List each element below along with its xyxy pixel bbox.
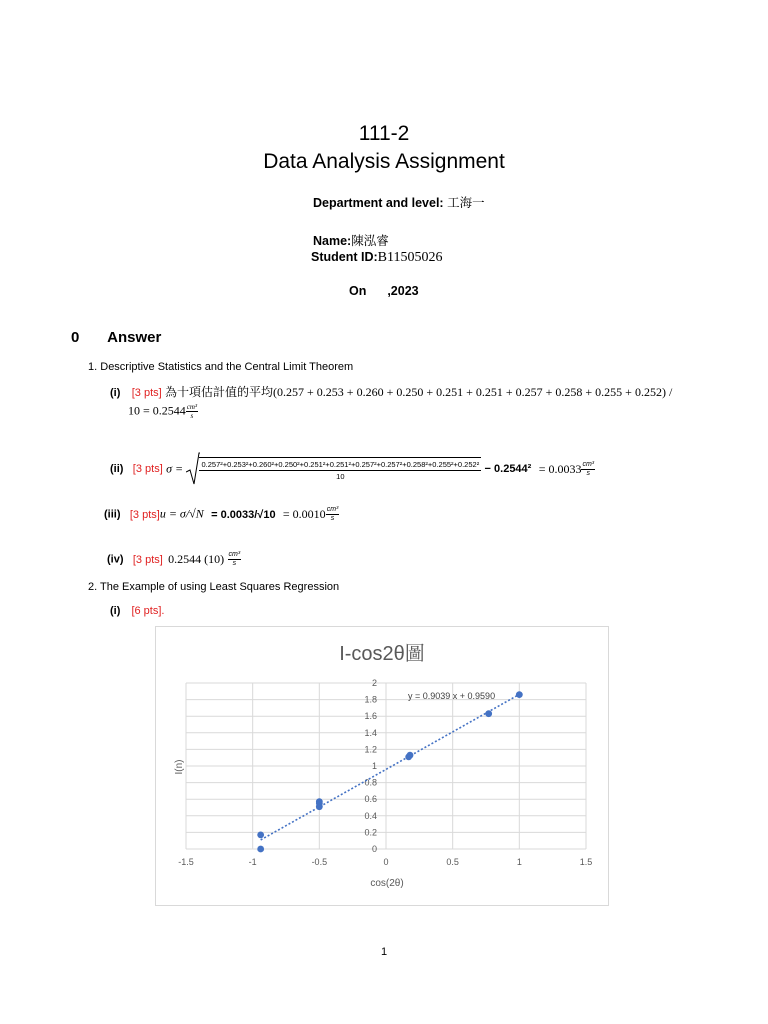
- chart-x-axis-label: cos(2θ): [370, 878, 404, 889]
- q1-part-i-result: 10 = 0.2544: [128, 403, 186, 418]
- y-tick-label: 2: [371, 678, 377, 688]
- q2-number: 2.: [88, 581, 98, 593]
- q1-part-iii: [104, 506, 339, 523]
- q1-part-iii-eq1: = 0.0033/√10: [211, 508, 276, 521]
- data-point: [257, 831, 264, 838]
- q2-part-i-suffix: .: [161, 605, 165, 617]
- q1-part-iv-unit: $\frac{\text{cm³}}{s}$: [228, 551, 241, 567]
- x-tick-label: 0: [383, 857, 389, 867]
- q2-part-i-points: [6 pts]: [131, 605, 162, 617]
- q1-number: 1.: [88, 361, 98, 373]
- y-tick-label: 1.6: [364, 711, 377, 722]
- q1-part-iv-value: 0.2544 (10): [168, 551, 225, 566]
- q1-part-iv-label: (iv): [107, 553, 124, 566]
- q1-part-iii-eq2: = 0.0010: [282, 506, 326, 521]
- q1-title: Descriptive Statistics and the Central Limit Theorem: [100, 361, 354, 373]
- q1-heading: [88, 361, 353, 373]
- name-label: Name:: [313, 234, 352, 248]
- q1-part-iv-points: [3 pts]: [132, 553, 163, 566]
- q1-part-ii: [110, 452, 595, 482]
- q1-part-ii-minus: − 0.2544²: [484, 463, 532, 475]
- q2-title: The Example of using Least Squares Regression: [100, 581, 340, 593]
- q1-part-ii-sqrt: [186, 452, 481, 486]
- q1-part-ii-result: = 0.0033: [538, 461, 582, 476]
- x-tick-label: -0.5: [311, 857, 328, 867]
- q1-part-ii-points: [3 pts]: [132, 463, 163, 475]
- q1-part-iii-unit: $\frac{\text{cm³}}{s}$: [326, 506, 339, 522]
- y-tick-label: 1.8: [364, 694, 377, 705]
- section-heading: [71, 329, 161, 346]
- chart-frame: [155, 626, 609, 906]
- x-tick-label: 1: [516, 857, 522, 867]
- chart-tick-labels: [178, 678, 592, 867]
- student-id-value: B11505026: [377, 250, 443, 265]
- data-point: [316, 798, 323, 805]
- y-tick-label: 0.8: [364, 777, 377, 788]
- x-tick-label: 1.5: [579, 857, 593, 867]
- q1-part-iii-points: [3 pts]: [129, 508, 160, 521]
- q1-part-ii-unit: $\frac{\text{cm³}}{s}$: [582, 460, 595, 477]
- y-tick-label: 1: [371, 761, 377, 771]
- q1-part-i-line2: [128, 403, 198, 420]
- y-tick-label: 1.2: [364, 744, 377, 755]
- q2-part-i-label: (i): [110, 605, 121, 617]
- x-tick-label: -1.5: [178, 857, 194, 867]
- y-tick-label: 0.6: [364, 794, 377, 805]
- q1-part-i-points: [3 pts]: [131, 387, 162, 399]
- q1-part-i-label: (i): [110, 387, 121, 399]
- department-line: [313, 193, 485, 211]
- q1-part-iii-label: (iii): [104, 508, 121, 521]
- q1-part-i: [110, 383, 672, 400]
- date-line: [349, 284, 419, 298]
- section-number: 0: [71, 329, 80, 346]
- department-value: 工海一: [447, 196, 485, 210]
- q1-part-iii-formula: u = σ/√N: [159, 506, 204, 521]
- student-id-label: Student ID:: [311, 250, 378, 264]
- y-tick-label: 1.4: [364, 727, 377, 738]
- course-code: 111-2: [358, 122, 410, 145]
- document-title: Data Analysis Assignment: [263, 150, 505, 173]
- chart-points: [257, 691, 522, 852]
- scatter-chart: [156, 627, 608, 905]
- q1-part-ii-prefix: σ =: [166, 461, 184, 476]
- y-tick-label: 0.4: [364, 810, 377, 821]
- data-point: [257, 846, 264, 853]
- date-value: ,2023: [387, 284, 419, 298]
- x-tick-label: 0.5: [446, 857, 459, 867]
- q1-part-iv: [107, 551, 241, 568]
- data-point: [407, 752, 414, 759]
- q1-part-i-text: 為十項估計值的平均(0.257 + 0.253 + 0.260 + 0.250 + 0.251 + 0.251 + 0.257 + 0.258 + 0.255 + 0.252) /: [165, 385, 673, 399]
- data-point: [516, 691, 523, 698]
- q1-part-ii-denominator: 10: [336, 471, 345, 481]
- chart-gridlines: [186, 683, 586, 849]
- page-number: 1: [380, 946, 388, 958]
- y-tick-label: 0: [371, 844, 377, 854]
- sqrt-symbol-icon: [186, 452, 200, 486]
- data-point: [485, 710, 492, 717]
- chart-y-axis-label: I(n): [174, 759, 185, 775]
- name-value: 陳泓睿: [351, 234, 389, 248]
- department-label: Department and level:: [313, 196, 444, 210]
- q1-part-ii-numerator: 0.257²+0.253²+0.260²+0.250²+0.251²+0.251²+0.257²+0.257²+0.258²+0.255²+0.252²: [201, 459, 480, 469]
- name-line: [313, 231, 389, 249]
- section-title: Answer: [107, 329, 162, 346]
- x-tick-label: -1: [248, 857, 257, 867]
- y-tick-label: 0.2: [364, 827, 377, 838]
- q2-part-i: [110, 605, 164, 617]
- chart-title: I-cos2θ圖: [339, 643, 425, 665]
- date-label: On: [349, 284, 367, 298]
- student-id-line: [311, 250, 443, 266]
- trendline-equation: y = 0.9039 x + 0.9590: [408, 691, 496, 701]
- q1-part-ii-label: (ii): [110, 463, 124, 475]
- q2-heading: [88, 581, 339, 593]
- q1-part-i-unit: $\frac{\text{cm³}}{s}$: [186, 403, 198, 420]
